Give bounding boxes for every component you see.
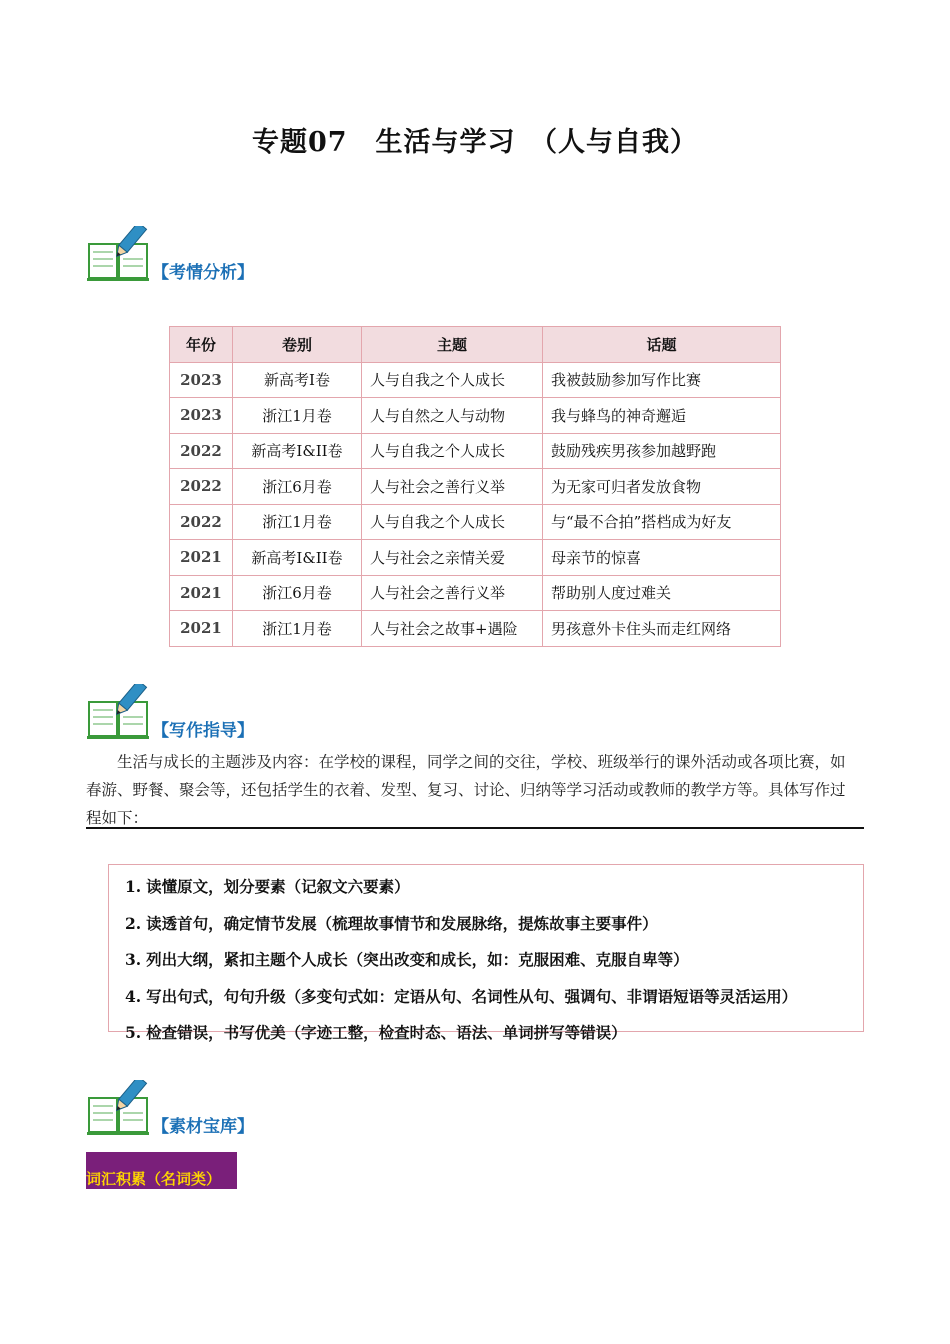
- column-header: 卷别: [233, 327, 362, 363]
- theme-cell: 人与自我之个人成长: [362, 504, 543, 540]
- section-guide: [86, 684, 386, 740]
- section-analysis: [86, 226, 386, 282]
- column-header: 年份: [170, 327, 233, 363]
- vocab-category-label: 词汇积累（名词类）: [86, 1170, 222, 1188]
- table-row: [170, 469, 781, 505]
- paper-cell: 浙江6月卷: [233, 575, 362, 611]
- divider: [86, 827, 864, 829]
- topic-cell: 男孩意外卡住头而走红网络: [543, 611, 781, 647]
- paper-cell: 浙江1月卷: [233, 398, 362, 434]
- year-cell: 2021: [170, 540, 233, 576]
- table-row: [170, 575, 781, 611]
- paper-cell: 新高考I卷: [233, 362, 362, 398]
- section-label: 【考情分析】: [152, 263, 254, 283]
- column-header: 主题: [362, 327, 543, 363]
- writing-steps-box: [108, 864, 864, 1042]
- table-row: [170, 398, 781, 434]
- step-item: 5. 检查错误，书写优美（字迹工整，检查时态、语法、单词拼写等错误）: [125, 1023, 627, 1042]
- paper-cell: 新高考I&II卷: [233, 540, 362, 576]
- theme-cell: 人与社会之亲情关爱: [362, 540, 543, 576]
- vocab-category-tag: [86, 1152, 237, 1189]
- column-header: 话题: [543, 327, 781, 363]
- topic-cell: 为无家可归者发放食物: [543, 469, 781, 505]
- theme-cell: 人与自我之个人成长: [362, 433, 543, 469]
- year-cell: 2023: [170, 362, 233, 398]
- intro-paragraph: 生活与成长的主题涉及内容：在学校的课程，同学之间的交往，学校、班级举行的课外活动或各项比赛，如春游、野餐、聚会等，还包括学生的衣着、发型、复习、讨论、归纳等学习活动或教师的教学方等。具体写作过程如下：: [86, 753, 846, 827]
- step-text: 读懂原文，划分要素（记叙文六要素）: [146, 877, 410, 896]
- theme-cell: 人与自然之人与动物: [362, 398, 543, 434]
- year-cell: 2021: [170, 611, 233, 647]
- table-row: [170, 540, 781, 576]
- paper-cell: 浙江1月卷: [233, 611, 362, 647]
- year-cell: 2022: [170, 504, 233, 540]
- step-item: 1. 读懂原文，划分要素（记叙文六要素）: [125, 877, 410, 896]
- page-title: 专题07 生活与学习 （人与自我）: [251, 127, 699, 158]
- step-item: 3. 列出大纲，紧扣主题个人成长（突出改变和成长，如：克服困难、克服自卑等）: [125, 950, 689, 969]
- step-text: 检查错误，书写优美（字迹工整，检查时态、语法、单词拼写等错误）: [146, 1023, 627, 1042]
- paper-cell: 浙江6月卷: [233, 469, 362, 505]
- theme-cell: 人与社会之善行义举: [362, 575, 543, 611]
- table-row: [170, 433, 781, 469]
- theme-cell: 人与社会之故事+遇险: [362, 611, 543, 647]
- topic-cell: 母亲节的惊喜: [543, 540, 781, 576]
- year-cell: 2023: [170, 398, 233, 434]
- topic-cell: 与“最不合拍”搭档成为好友: [543, 504, 781, 540]
- theme-cell: 人与社会之善行义举: [362, 469, 543, 505]
- section-label: 【素材宝库】: [152, 1117, 254, 1137]
- table-header-row: [170, 327, 781, 363]
- paper-cell: 浙江1月卷: [233, 504, 362, 540]
- year-cell: 2022: [170, 433, 233, 469]
- table-row: [170, 504, 781, 540]
- topic-cell: 鼓励残疾男孩参加越野跑: [543, 433, 781, 469]
- topic-cell: 我与蜂鸟的神奇邂逅: [543, 398, 781, 434]
- paper-cell: 新高考I&II卷: [233, 433, 362, 469]
- book-pencil-icon: [86, 226, 150, 282]
- exam-analysis-table: [169, 326, 781, 647]
- book-pencil-icon: [86, 1080, 150, 1136]
- step-text: 列出大纲，紧扣主题个人成长（突出改变和成长，如：克服困难、克服自卑等）: [146, 950, 689, 969]
- step-item: 4. 写出句式，句句升级（多变句式如：定语从句、名词性从句、强调句、非谓语短语等灵活运用）: [125, 986, 798, 1006]
- theme-cell: 人与自我之个人成长: [362, 362, 543, 398]
- table-row: [170, 362, 781, 398]
- table-row: [170, 611, 781, 647]
- step-text: 读透首句，确定情节发展（梳理故事情节和发展脉络，提炼故事主要事件）: [146, 913, 658, 933]
- book-pencil-icon: [86, 684, 150, 740]
- step-item: 2. 读透首句，确定情节发展（梳理故事情节和发展脉络，提炼故事主要事件）: [125, 913, 658, 933]
- section-label: 【写作指导】: [152, 721, 254, 741]
- topic-cell: 帮助别人度过难关: [543, 575, 781, 611]
- step-text: 写出句式，句句升级（多变句式如：定语从句、名词性从句、强调句、非谓语短语等灵活运用）: [146, 986, 798, 1006]
- section-material: [86, 1080, 386, 1136]
- topic-cell: 我被鼓励参加写作比赛: [543, 362, 781, 398]
- year-cell: 2021: [170, 575, 233, 611]
- year-cell: 2022: [170, 469, 233, 505]
